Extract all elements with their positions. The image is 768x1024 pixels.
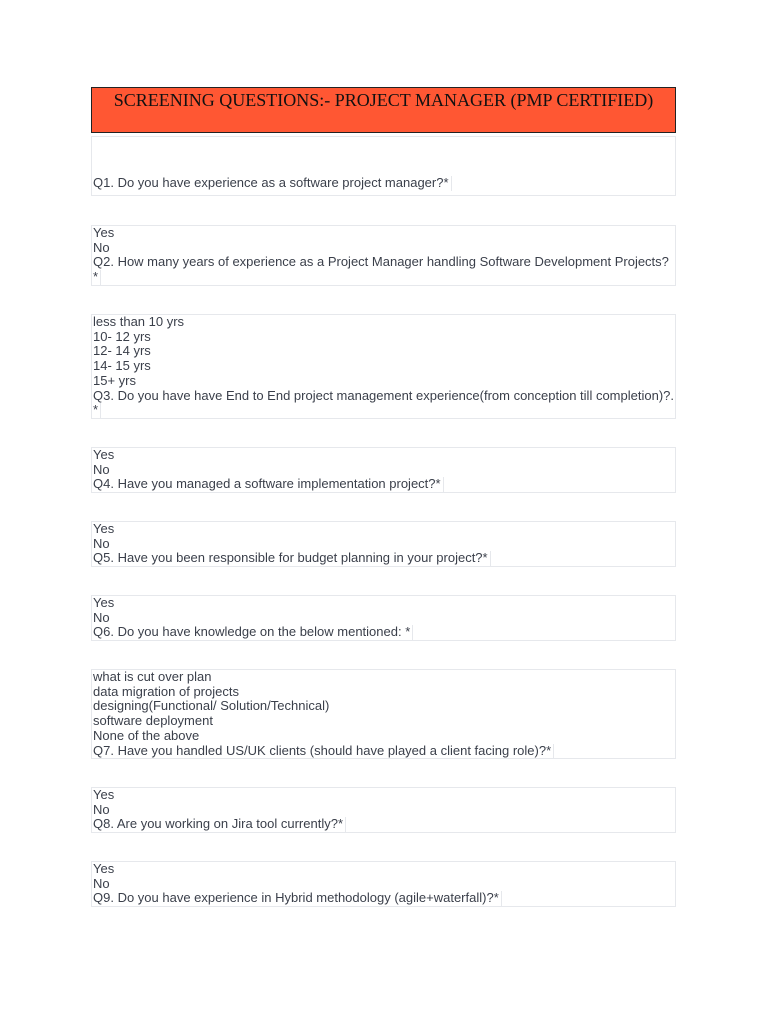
option-item: Yes	[93, 861, 115, 876]
required-marker: *	[93, 270, 101, 285]
question-text: Q4. Have you managed a software implementation project?*	[93, 477, 675, 492]
required-marker: *	[338, 817, 346, 832]
page-title: SCREENING QUESTIONS:- PROJECT MANAGER (PMP CERTIFIED)	[91, 87, 676, 133]
option-item: No	[93, 875, 110, 891]
question-text: Q1. Do you have experience as a software project manager?*	[93, 176, 675, 191]
question-text: Q5. Have you been responsible for budget planning in your project?*	[93, 551, 675, 566]
option-item: Yes	[93, 521, 115, 536]
option-item: 15+ yrs	[93, 372, 136, 388]
option-item: No	[93, 535, 110, 551]
question-block-1	[91, 136, 676, 196]
required-marker: *	[546, 744, 554, 759]
option-item: what is cut over plan	[93, 669, 212, 684]
option-item: Yes	[93, 787, 115, 802]
option-item: designing(Functional/ Solution/Technical)	[93, 698, 330, 714]
required-marker: *	[436, 477, 444, 492]
option-item: No	[93, 609, 110, 625]
option-item: Yes	[93, 225, 115, 240]
question-block-2	[91, 225, 676, 286]
question-text: Q9. Do you have experience in Hybrid methodology (agile+waterfall)?*	[93, 891, 675, 906]
question-text: Q6. Do you have knowledge on the below mentioned: *	[93, 625, 675, 640]
required-marker: *	[93, 403, 101, 418]
option-item: less than 10 yrs	[93, 314, 185, 329]
question-block-7	[91, 669, 676, 759]
option-item: None of the above	[93, 727, 200, 743]
screening-document	[91, 87, 676, 906]
question-block-9	[91, 861, 676, 907]
option-item: data migration of projects	[93, 683, 239, 699]
question-text: Q3. Do you have have End to End project management experience(from conception till completion)?.*	[93, 387, 674, 418]
option-item: No	[93, 239, 110, 255]
option-item: Yes	[93, 447, 115, 462]
option-item: 12- 14 yrs	[93, 343, 151, 359]
required-marker: *	[405, 625, 413, 640]
option-item: 10- 12 yrs	[93, 328, 151, 344]
option-item: 14- 15 yrs	[93, 358, 151, 374]
option-item: No	[93, 801, 110, 817]
question-block-8	[91, 787, 676, 833]
question-text: Q7. Have you handled US/UK clients (should have played a client facing role)?*	[93, 744, 675, 759]
option-item: No	[93, 461, 110, 477]
question-block-3	[91, 314, 676, 419]
required-marker: *	[443, 176, 451, 191]
question-text: Q2. How many years of experience as a Project Manager handling Software Development Projects?*	[93, 254, 669, 285]
option-item: software deployment	[93, 713, 213, 729]
required-marker: *	[494, 891, 502, 906]
question-block-5	[91, 521, 676, 567]
option-item: Yes	[93, 595, 115, 610]
required-marker: *	[483, 551, 491, 566]
question-text: Q8. Are you working on Jira tool currently?*	[93, 817, 675, 832]
question-block-6	[91, 595, 676, 641]
question-block-4	[91, 447, 676, 493]
